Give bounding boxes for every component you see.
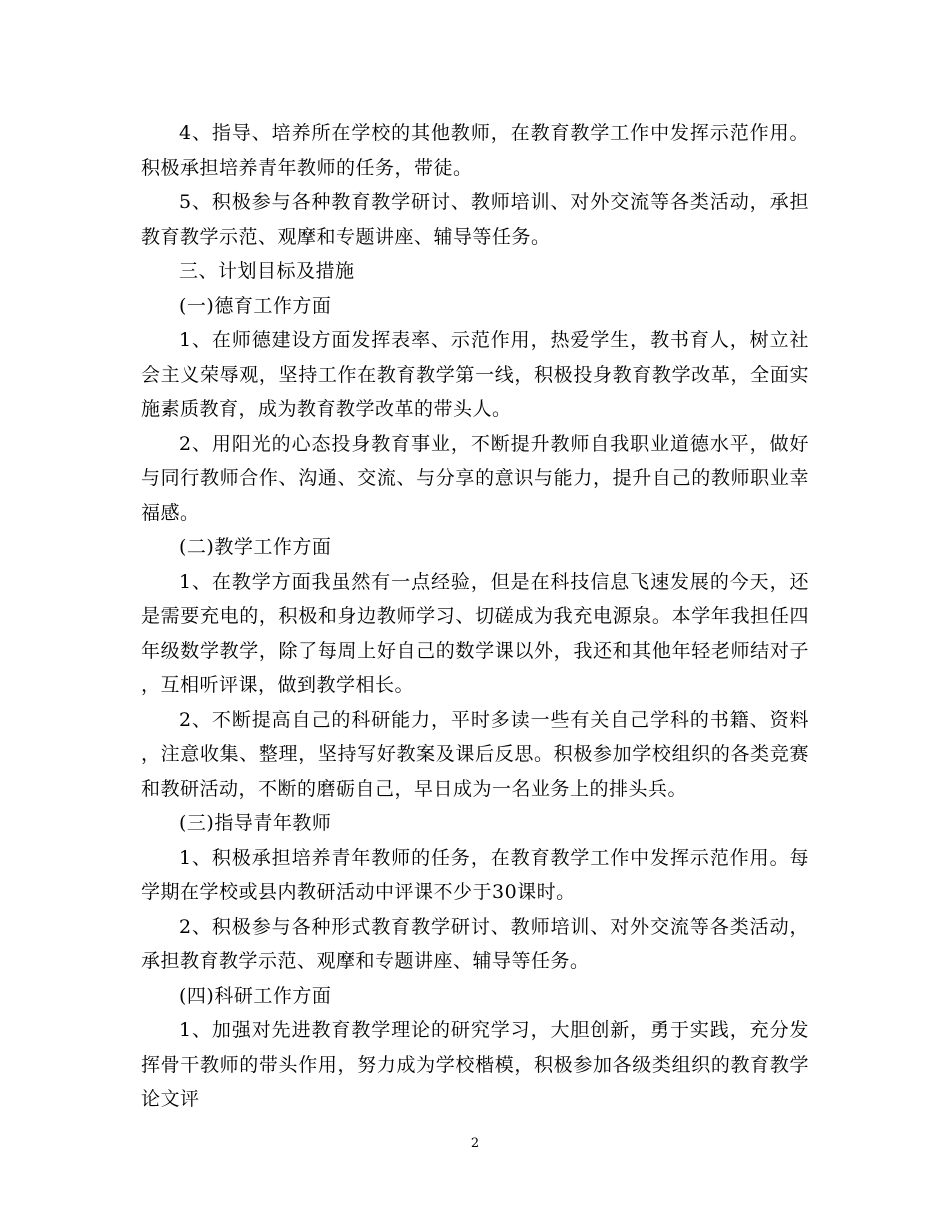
paragraph: 5、积极参与各种教育教学研讨、教师培训、对外交流等各类活动，承担教育教学示范、观摩和专题讲座、辅导等任务。	[141, 191, 809, 248]
section-heading: 三、计划目标及措施	[179, 260, 355, 282]
subsection-heading: (二)教学工作方面	[179, 536, 332, 558]
document-body	[141, 116, 809, 1117]
subsection-heading: (四)科研工作方面	[179, 984, 332, 1007]
paragraph: 2、积极参与各种形式教育教学研讨、教师培训、对外交流等各类活动，承担教育教学示范、观摩和专题讲座、辅导等任务。	[141, 915, 809, 972]
paragraph: 1、在师德建设方面发挥表率、示范作用，热爱学生，教书育人，树立社会主义荣辱观，坚持工作在教育教学第一线，积极投身教育教学改革，全面实施素质教育，成为教育教学改革的带头人。	[141, 329, 809, 420]
paragraph: 1、在教学方面我虽然有一点经验，但是在科技信息飞速发展的今天，还是需要充电的，积极和身边教师学习、切磋成为我充电源泉。本学年我担任四年级数学教学，除了每周上好自己的数学课以外，我还和其他年轻老师结对子，互相听评课，做到教学相长。	[141, 570, 809, 696]
page-number: 2	[470, 1136, 480, 1151]
paragraph: 4、指导、培养所在学校的其他教师，在教育教学工作中发挥示范作用。积极承担培养青年教师的任务，带徒。	[141, 122, 809, 179]
paragraph: 2、不断提高自己的科研能力，平时多读一些有关自己学科的书籍、资料，注意收集、整理，坚持写好教案及课后反思。积极参加学校组织的各类竞赛和教研活动，不断的磨砺自己，早日成为一名业务上的排头兵。	[141, 708, 809, 800]
paragraph: 2、用阳光的心态投身教育事业，不断提升教师自我职业道德水平，做好与同行教师合作、沟通、交流、与分享的意识与能力，提升自己的教师职业幸福感。	[141, 432, 809, 524]
paragraph: 1、积极承担培养青年教师的任务，在教育教学工作中发挥示范作用。每学期在学校或县内教研活动中评课不少于30课时。	[141, 846, 809, 903]
subsection-heading: (三)指导青年教师	[179, 812, 332, 834]
subsection-heading: (一)德育工作方面	[179, 294, 332, 317]
paragraph: 1、加强对先进教育教学理论的研究学习，大胆创新，勇于实践，充分发挥骨干教师的带头作用，努力成为学校楷模，积极参加各级类组织的教育教学论文评	[141, 1019, 809, 1110]
